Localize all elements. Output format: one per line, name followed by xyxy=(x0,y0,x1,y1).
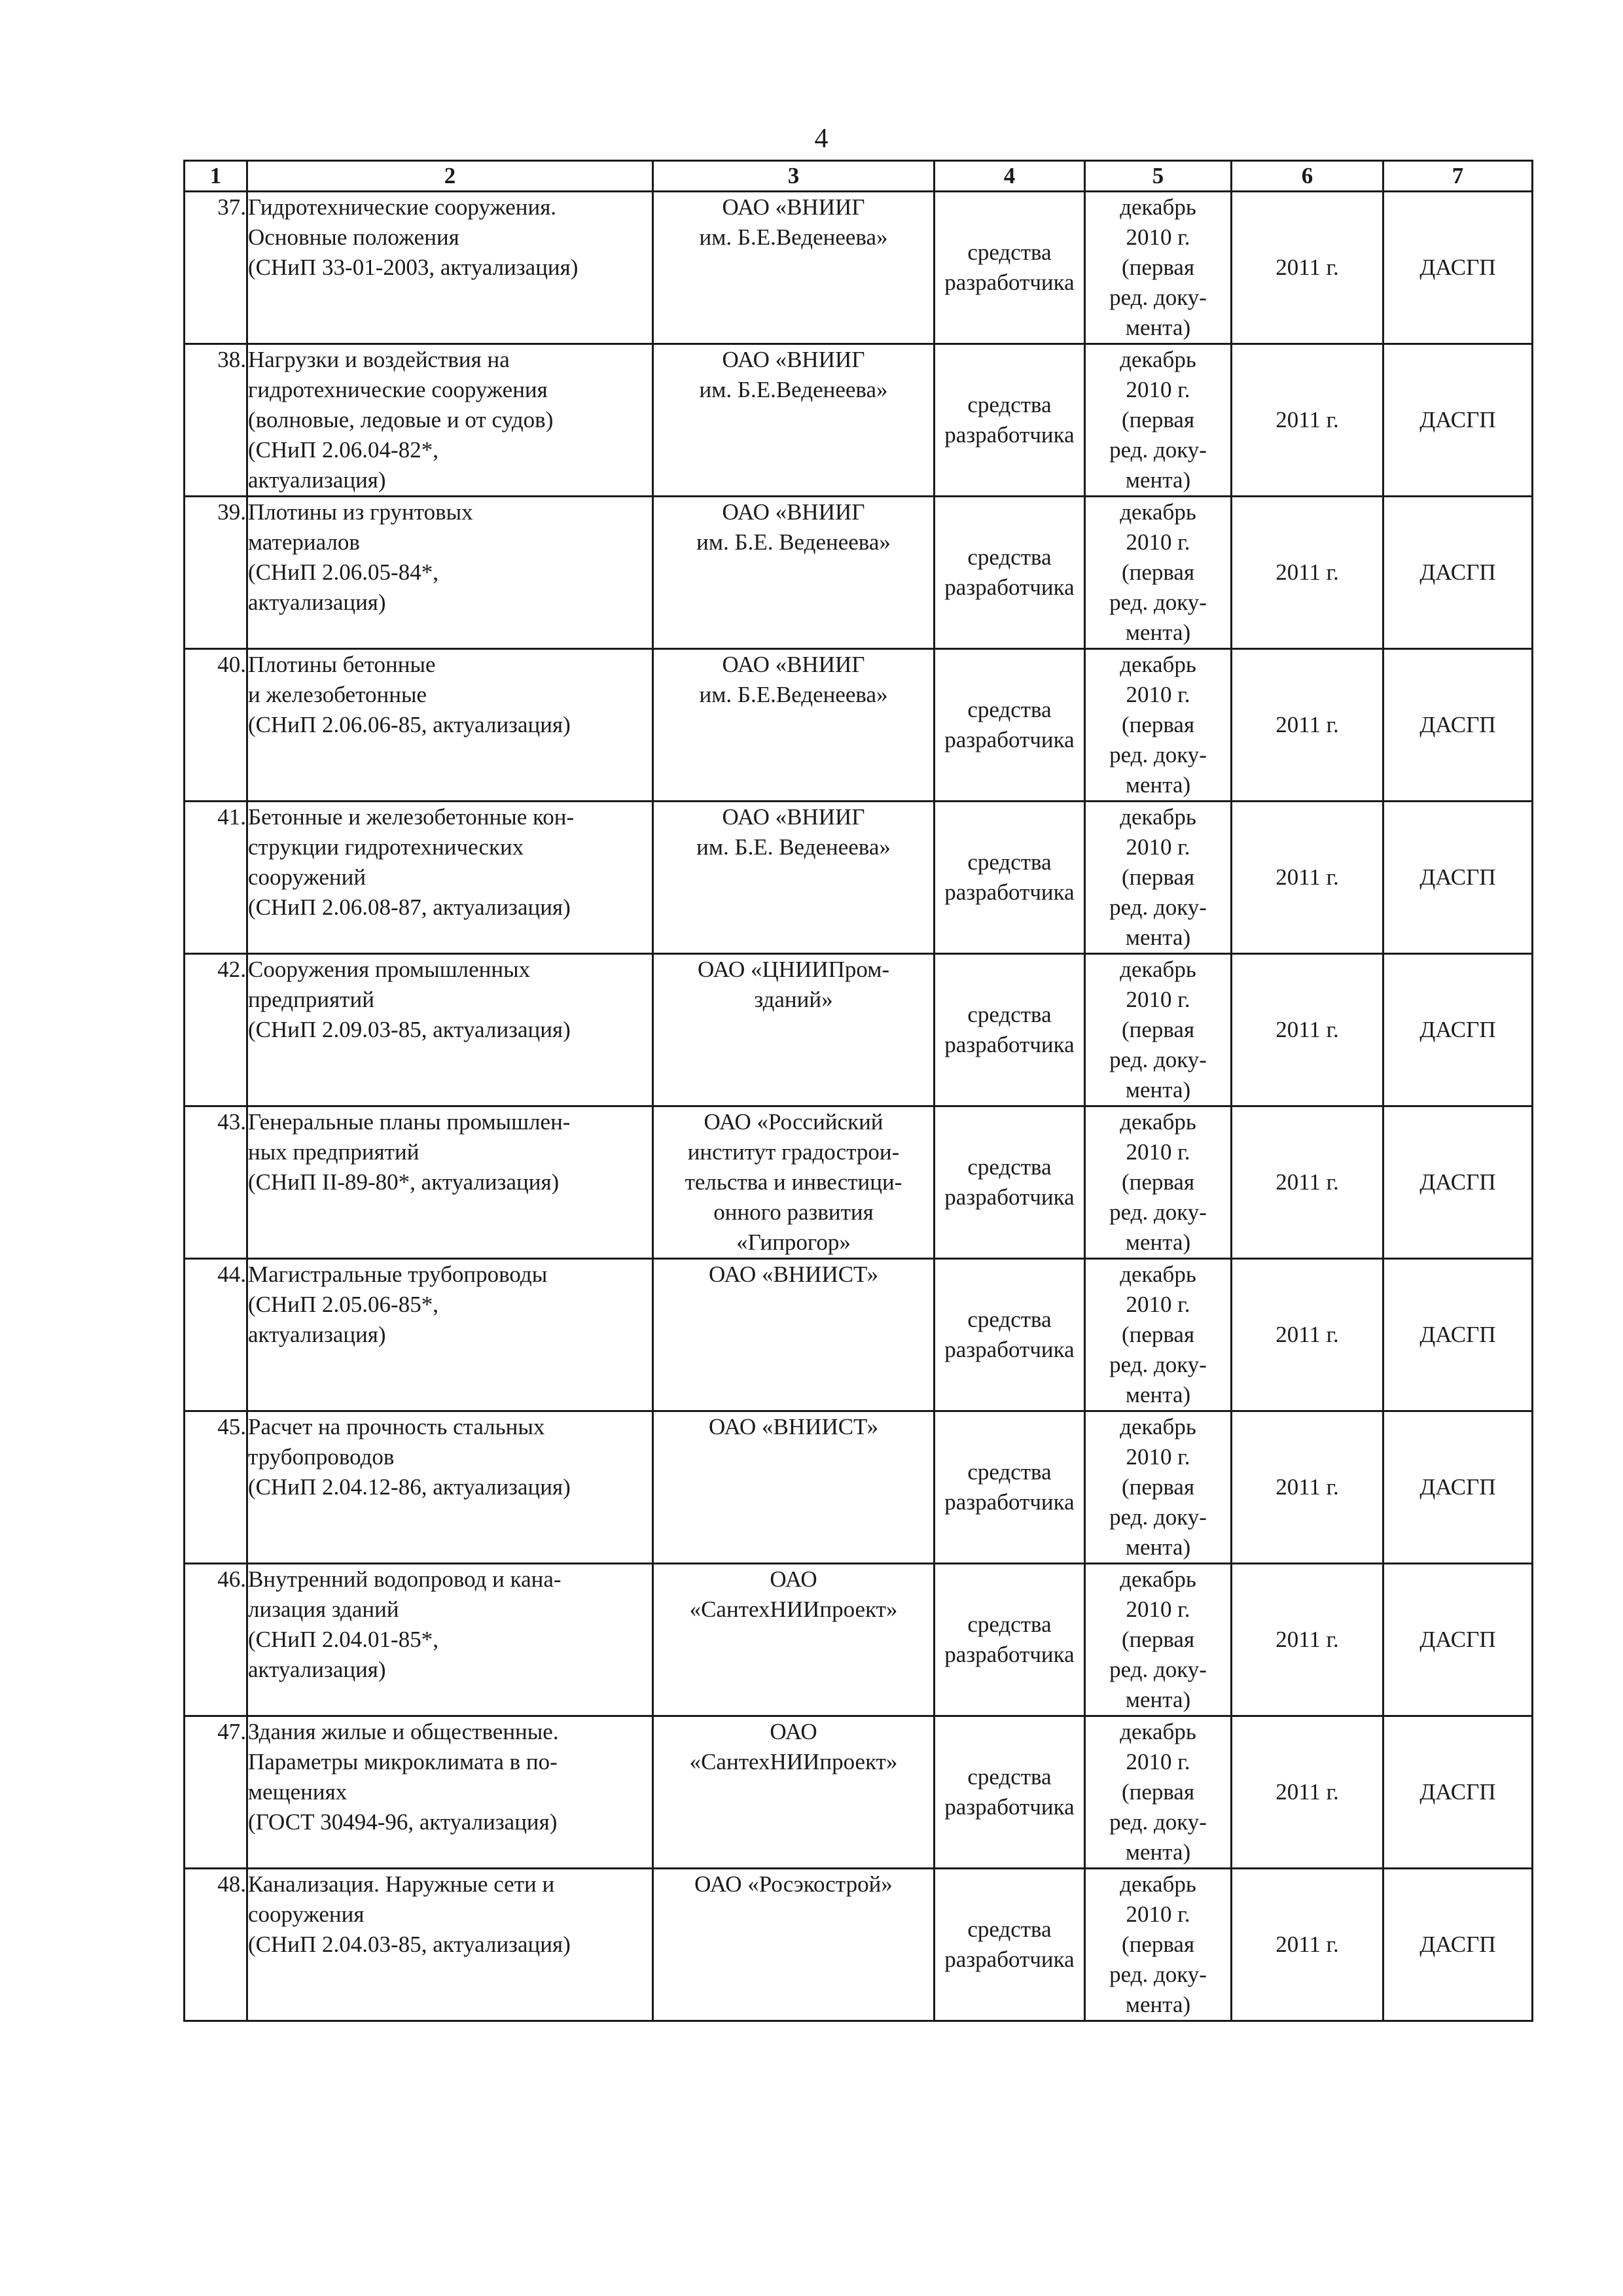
document-title-line: Нагрузки и воздействия на xyxy=(248,347,510,372)
table-row xyxy=(185,649,1533,802)
document-title-line: сооружения xyxy=(248,1901,365,1927)
responsible-department: ДАСГП xyxy=(1383,192,1533,344)
document-title-line: предприятий xyxy=(248,987,374,1012)
developer-organization-line: ОАО «ВНИИГ xyxy=(722,499,865,525)
funding-source-line: разработчика xyxy=(944,879,1075,905)
deadline-first-edition-line: ред. доку- xyxy=(1109,1657,1207,1682)
developer-organization-line: им. Б.Е.Веденеева» xyxy=(699,377,888,402)
funding-source-line: разработчика xyxy=(944,1794,1075,1820)
deadline-first-edition-line: ред. доку- xyxy=(1109,742,1207,768)
deadline-first-edition-line: ред. доку- xyxy=(1109,1199,1207,1225)
completion-year: 2011 г. xyxy=(1232,649,1383,802)
deadline-first-edition-line: 2010 г. xyxy=(1126,1597,1190,1622)
deadline-first-edition-line: ред. доку- xyxy=(1109,1352,1207,1377)
responsible-department: ДАСГП xyxy=(1383,1564,1533,1716)
responsible-department: ДАСГП xyxy=(1383,1259,1533,1411)
deadline-first-edition-line: (первая xyxy=(1121,407,1195,433)
standards-table xyxy=(183,160,1533,2022)
document-title-line: актуализация) xyxy=(248,1322,386,1347)
row-number: 45. xyxy=(185,1411,247,1564)
document-title xyxy=(247,1564,653,1716)
deadline-first-edition-line: мента) xyxy=(1125,620,1191,645)
table-body xyxy=(185,192,1533,2021)
deadline-first-edition-line: ред. доку- xyxy=(1109,1504,1207,1530)
developer-organization xyxy=(653,954,935,1106)
row-number: 46. xyxy=(185,1564,247,1716)
developer-organization-line: им. Б.Е.Веденеева» xyxy=(699,682,888,707)
deadline-first-edition-line: (первая xyxy=(1121,255,1195,280)
developer-organization xyxy=(653,1564,935,1716)
row-number: 37. xyxy=(185,192,247,344)
deadline-first-edition xyxy=(1085,344,1232,497)
completion-year: 2011 г. xyxy=(1232,1259,1383,1411)
developer-organization-line: ОАО «Росэкострой» xyxy=(694,1871,893,1897)
document-title xyxy=(247,1716,653,1869)
funding-source xyxy=(935,497,1085,649)
deadline-first-edition-line: (первая xyxy=(1121,1322,1195,1347)
responsible-department: ДАСГП xyxy=(1383,802,1533,954)
document-title xyxy=(247,1106,653,1259)
completion-year: 2011 г. xyxy=(1232,1564,1383,1716)
deadline-first-edition-line: декабрь xyxy=(1120,1414,1196,1439)
deadline-first-edition-line: мента) xyxy=(1125,315,1191,340)
column-header-2: 2 xyxy=(247,161,653,192)
deadline-first-edition-line: мента) xyxy=(1125,1534,1191,1560)
developer-organization-line: им. Б.Е.Веденеева» xyxy=(699,224,888,250)
deadline-first-edition-line: 2010 г. xyxy=(1126,1139,1190,1165)
document-title-line: Внутренний водопровод и кана- xyxy=(248,1566,562,1592)
row-number: 47. xyxy=(185,1716,247,1869)
document-title-line: (СНиП II-89-80*, актуализация) xyxy=(248,1169,560,1195)
document-title-line: Канализация. Наружные сети и xyxy=(248,1871,555,1897)
deadline-first-edition xyxy=(1085,802,1232,954)
document-title xyxy=(247,954,653,1106)
row-number: 40. xyxy=(185,649,247,802)
document-title xyxy=(247,1869,653,2021)
column-header-4: 4 xyxy=(935,161,1085,192)
developer-organization-line: «СантехНИИпроект» xyxy=(689,1749,898,1775)
funding-source-line: разработчика xyxy=(944,270,1075,295)
responsible-department: ДАСГП xyxy=(1383,344,1533,497)
funding-source-line: разработчика xyxy=(944,1032,1075,1057)
column-header-5: 5 xyxy=(1085,161,1232,192)
deadline-first-edition-line: 2010 г. xyxy=(1126,682,1190,707)
deadline-first-edition xyxy=(1085,1716,1232,1869)
deadline-first-edition-line: мента) xyxy=(1125,772,1191,798)
row-number: 41. xyxy=(185,802,247,954)
developer-organization xyxy=(653,802,935,954)
completion-year: 2011 г. xyxy=(1232,1106,1383,1259)
table-row xyxy=(185,497,1533,649)
completion-year: 2011 г. xyxy=(1232,802,1383,954)
deadline-first-edition-line: декабрь xyxy=(1120,1566,1196,1592)
deadline-first-edition-line: декабрь xyxy=(1120,1109,1196,1135)
funding-source-line: средства xyxy=(967,1307,1052,1332)
document-title xyxy=(247,1411,653,1564)
deadline-first-edition-line: декабрь xyxy=(1120,194,1196,220)
document-title-line: мещениях xyxy=(248,1779,348,1805)
document-title-line: (СНиП 33-01-2003, актуализация) xyxy=(248,255,579,280)
document-title-line: Гидротехнические сооружения. xyxy=(248,194,557,220)
document-title-line: гидротехнические сооружения xyxy=(248,377,548,402)
funding-source-line: средства xyxy=(967,1764,1052,1790)
funding-source-line: средства xyxy=(967,1612,1052,1637)
developer-organization-line: тельства и инвестици- xyxy=(685,1169,902,1195)
deadline-first-edition-line: 2010 г. xyxy=(1126,834,1190,860)
funding-source xyxy=(935,344,1085,497)
document-title-line: (СНиП 2.05.06-85*, xyxy=(248,1292,438,1317)
funding-source-line: разработчика xyxy=(944,727,1075,752)
funding-source xyxy=(935,1411,1085,1564)
document-title-line: (СНиП 2.09.03-85, актуализация) xyxy=(248,1017,571,1042)
document-title xyxy=(247,802,653,954)
document-title-line: Бетонные и железобетонные кон- xyxy=(248,804,575,830)
table-row xyxy=(185,1411,1533,1564)
deadline-first-edition-line: мента) xyxy=(1125,1839,1191,1865)
funding-source xyxy=(935,1106,1085,1259)
funding-source-line: разработчика xyxy=(944,574,1075,600)
funding-source xyxy=(935,802,1085,954)
funding-source-line: средства xyxy=(967,392,1052,417)
deadline-first-edition-line: 2010 г. xyxy=(1126,1901,1190,1927)
deadline-first-edition-line: (первая xyxy=(1121,1017,1195,1042)
row-number: 48. xyxy=(185,1869,247,2021)
document-title-line: Расчет на прочность стальных xyxy=(248,1414,545,1439)
funding-source xyxy=(935,1716,1085,1869)
funding-source-line: разработчика xyxy=(944,1337,1075,1362)
deadline-first-edition-line: декабрь xyxy=(1120,804,1196,830)
funding-source-line: разработчика xyxy=(944,422,1075,448)
responsible-department: ДАСГП xyxy=(1383,649,1533,802)
document-title xyxy=(247,1259,653,1411)
deadline-first-edition-line: (первая xyxy=(1121,864,1195,890)
funding-source-line: средства xyxy=(967,1154,1052,1180)
developer-organization-line: ОАО xyxy=(770,1719,817,1744)
deadline-first-edition-line: декабрь xyxy=(1120,1262,1196,1287)
document-title-line: Магистральные трубопроводы xyxy=(248,1262,548,1287)
deadline-first-edition-line: декабрь xyxy=(1120,957,1196,982)
deadline-first-edition-line: мента) xyxy=(1125,467,1191,493)
developer-organization xyxy=(653,1716,935,1869)
funding-source-line: средства xyxy=(967,849,1052,875)
developer-organization-line: ОАО «ЦНИИПром- xyxy=(697,957,890,982)
deadline-first-edition-line: (первая xyxy=(1121,1779,1195,1805)
table-row xyxy=(185,1106,1533,1259)
completion-year: 2011 г. xyxy=(1232,192,1383,344)
row-number: 43. xyxy=(185,1106,247,1259)
document-title-line: Плотины из грунтовых xyxy=(248,499,473,525)
developer-organization xyxy=(653,1411,935,1564)
deadline-first-edition-line: 2010 г. xyxy=(1126,1292,1190,1317)
developer-organization xyxy=(653,1259,935,1411)
row-number: 39. xyxy=(185,497,247,649)
document-title-line: сооружений xyxy=(248,864,366,890)
deadline-first-edition-line: мента) xyxy=(1125,1077,1191,1103)
table-row xyxy=(185,802,1533,954)
deadline-first-edition-line: мента) xyxy=(1125,1382,1191,1407)
developer-organization-line: ОАО «ВНИИГ xyxy=(722,652,865,677)
deadline-first-edition xyxy=(1085,649,1232,802)
developer-organization-line: им. Б.Е. Веденеева» xyxy=(696,529,891,555)
developer-organization-line: ОАО «Российский xyxy=(704,1109,883,1135)
developer-organization xyxy=(653,1106,935,1259)
developer-organization xyxy=(653,649,935,802)
table-row xyxy=(185,1869,1533,2021)
table-row xyxy=(185,954,1533,1106)
completion-year: 2011 г. xyxy=(1232,954,1383,1106)
deadline-first-edition-line: декабрь xyxy=(1120,652,1196,677)
completion-year: 2011 г. xyxy=(1232,1869,1383,2021)
column-header-7: 7 xyxy=(1383,161,1533,192)
developer-organization-line: ОАО «ВНИИГ xyxy=(722,347,865,372)
deadline-first-edition-line: ред. доку- xyxy=(1109,437,1207,463)
deadline-first-edition-line: ред. доку- xyxy=(1109,590,1207,615)
table-row xyxy=(185,1716,1533,1869)
row-number: 38. xyxy=(185,344,247,497)
developer-organization-line: ОАО «ВНИИГ xyxy=(722,804,865,830)
document-title-line: лизация зданий xyxy=(248,1597,399,1622)
row-number: 42. xyxy=(185,954,247,1106)
document-title-line: струкции гидротехнических xyxy=(248,834,524,860)
funding-source xyxy=(935,954,1085,1106)
document-title-line: (СНиП 2.06.08-87, актуализация) xyxy=(248,894,571,920)
document-title-line: Плотины бетонные xyxy=(248,652,436,677)
deadline-first-edition-line: мента) xyxy=(1125,1229,1191,1255)
funding-source xyxy=(935,649,1085,802)
funding-source xyxy=(935,1869,1085,2021)
deadline-first-edition-line: (первая xyxy=(1121,1169,1195,1195)
document-title-line: (СНиП 2.06.05-84*, xyxy=(248,559,438,585)
document-title-line: и железобетонные xyxy=(248,682,427,707)
table-row xyxy=(185,1259,1533,1411)
developer-organization xyxy=(653,192,935,344)
deadline-first-edition-line: мента) xyxy=(1125,925,1191,950)
document-title-line: материалов xyxy=(248,529,360,555)
column-header-1: 1 xyxy=(185,161,247,192)
column-header-6: 6 xyxy=(1232,161,1383,192)
document-title-line: Основные положения xyxy=(248,224,459,250)
table-row xyxy=(185,1564,1533,1716)
developer-organization-line: «СантехНИИпроект» xyxy=(689,1597,898,1622)
document-title xyxy=(247,192,653,344)
developer-organization-line: онного развития xyxy=(713,1199,874,1225)
deadline-first-edition-line: мента) xyxy=(1125,1687,1191,1712)
table-row xyxy=(185,192,1533,344)
deadline-first-edition-line: 2010 г. xyxy=(1126,1444,1190,1470)
deadline-first-edition xyxy=(1085,192,1232,344)
deadline-first-edition-line: (первая xyxy=(1121,1627,1195,1652)
deadline-first-edition-line: ред. доку- xyxy=(1109,894,1207,920)
developer-organization-line: ОАО «ВНИИСТ» xyxy=(708,1262,879,1287)
deadline-first-edition-line: ред. доку- xyxy=(1109,1047,1207,1072)
funding-source xyxy=(935,1259,1085,1411)
developer-organization-line: институт градострои- xyxy=(687,1139,900,1165)
deadline-first-edition-line: 2010 г. xyxy=(1126,224,1190,250)
deadline-first-edition-line: (первая xyxy=(1121,712,1195,737)
deadline-first-edition-line: ред. доку- xyxy=(1109,285,1207,310)
document-title-line: (СНиП 2.04.12-86, актуализация) xyxy=(248,1474,571,1500)
deadline-first-edition-line: 2010 г. xyxy=(1126,377,1190,402)
page-number: 4 xyxy=(814,124,829,154)
document-title-line: (волновые, ледовые и от судов) xyxy=(248,407,554,433)
document-title-line: (СНиП 2.06.06-85, актуализация) xyxy=(248,712,571,737)
completion-year: 2011 г. xyxy=(1232,1716,1383,1869)
document-title-line: (СНиП 2.04.03-85, актуализация) xyxy=(248,1932,571,1957)
funding-source-line: средства xyxy=(967,239,1052,265)
deadline-first-edition xyxy=(1085,1564,1232,1716)
document-title-line: (СНиП 2.06.04-82*, xyxy=(248,437,438,463)
deadline-first-edition-line: (первая xyxy=(1121,1474,1195,1500)
funding-source-line: разработчика xyxy=(944,1184,1075,1210)
developer-organization xyxy=(653,344,935,497)
deadline-first-edition-line: мента) xyxy=(1125,1992,1191,2017)
deadline-first-edition xyxy=(1085,1259,1232,1411)
responsible-department: ДАСГП xyxy=(1383,1411,1533,1564)
deadline-first-edition-line: 2010 г. xyxy=(1126,1749,1190,1775)
document-title-line: (ГОСТ 30494-96, актуализация) xyxy=(248,1809,558,1835)
funding-source-line: разработчика xyxy=(944,1947,1075,1972)
table-row xyxy=(185,344,1533,497)
responsible-department: ДАСГП xyxy=(1383,1716,1533,1869)
document-title-line: Сооружения промышленных xyxy=(248,957,531,982)
funding-source-line: средства xyxy=(967,1459,1052,1485)
document-title-line: Генеральные планы промышлен- xyxy=(248,1109,571,1135)
responsible-department: ДАСГП xyxy=(1383,1869,1533,2021)
header-row xyxy=(185,161,1533,192)
deadline-first-edition xyxy=(1085,1106,1232,1259)
funding-source-line: средства xyxy=(967,1002,1052,1027)
completion-year: 2011 г. xyxy=(1232,344,1383,497)
deadline-first-edition-line: декабрь xyxy=(1120,499,1196,525)
document-title-line: Параметры микроклимата в по- xyxy=(248,1749,558,1775)
completion-year: 2011 г. xyxy=(1232,497,1383,649)
funding-source xyxy=(935,1564,1085,1716)
responsible-department: ДАСГП xyxy=(1383,954,1533,1106)
responsible-department: ДАСГП xyxy=(1383,497,1533,649)
row-number: 44. xyxy=(185,1259,247,1411)
document-title-line: актуализация) xyxy=(248,590,386,615)
deadline-first-edition-line: (первая xyxy=(1121,559,1195,585)
document-title xyxy=(247,344,653,497)
deadline-first-edition-line: декабрь xyxy=(1120,1871,1196,1897)
deadline-first-edition xyxy=(1085,1869,1232,2021)
column-header-3: 3 xyxy=(653,161,935,192)
deadline-first-edition xyxy=(1085,1411,1232,1564)
deadline-first-edition-line: ред. доку- xyxy=(1109,1809,1207,1835)
deadline-first-edition xyxy=(1085,497,1232,649)
developer-organization-line: ОАО «ВНИИГ xyxy=(722,194,865,220)
developer-organization xyxy=(653,497,935,649)
funding-source-line: разработчика xyxy=(944,1642,1075,1667)
funding-source-line: средства xyxy=(967,544,1052,570)
funding-source xyxy=(935,192,1085,344)
document-title-line: актуализация) xyxy=(248,1657,386,1682)
funding-source-line: средства xyxy=(967,1916,1052,1942)
developer-organization-line: им. Б.Е. Веденеева» xyxy=(696,834,891,860)
funding-source-line: разработчика xyxy=(944,1489,1075,1515)
developer-organization-line: ОАО xyxy=(770,1566,817,1592)
document-title-line: ных предприятий xyxy=(248,1139,419,1165)
responsible-department: ДАСГП xyxy=(1383,1106,1533,1259)
deadline-first-edition xyxy=(1085,954,1232,1106)
deadline-first-edition-line: декабрь xyxy=(1120,1719,1196,1744)
developer-organization-line: «Гипрогор» xyxy=(736,1229,851,1255)
deadline-first-edition-line: ред. доку- xyxy=(1109,1962,1207,1987)
document-title xyxy=(247,497,653,649)
deadline-first-edition-line: (первая xyxy=(1121,1932,1195,1957)
document-title-line: Здания жилые и общественные. xyxy=(248,1719,559,1744)
developer-organization-line: зданий» xyxy=(754,987,833,1012)
deadline-first-edition-line: 2010 г. xyxy=(1126,987,1190,1012)
developer-organization xyxy=(653,1869,935,2021)
document-title-line: актуализация) xyxy=(248,467,386,493)
document-title-line: (СНиП 2.04.01-85*, xyxy=(248,1627,438,1652)
completion-year: 2011 г. xyxy=(1232,1411,1383,1564)
document-title-line: трубопроводов xyxy=(248,1444,395,1470)
funding-source-line: средства xyxy=(967,697,1052,722)
deadline-first-edition-line: 2010 г. xyxy=(1126,529,1190,555)
document-title xyxy=(247,649,653,802)
deadline-first-edition-line: декабрь xyxy=(1120,347,1196,372)
developer-organization-line: ОАО «ВНИИСТ» xyxy=(708,1414,879,1439)
